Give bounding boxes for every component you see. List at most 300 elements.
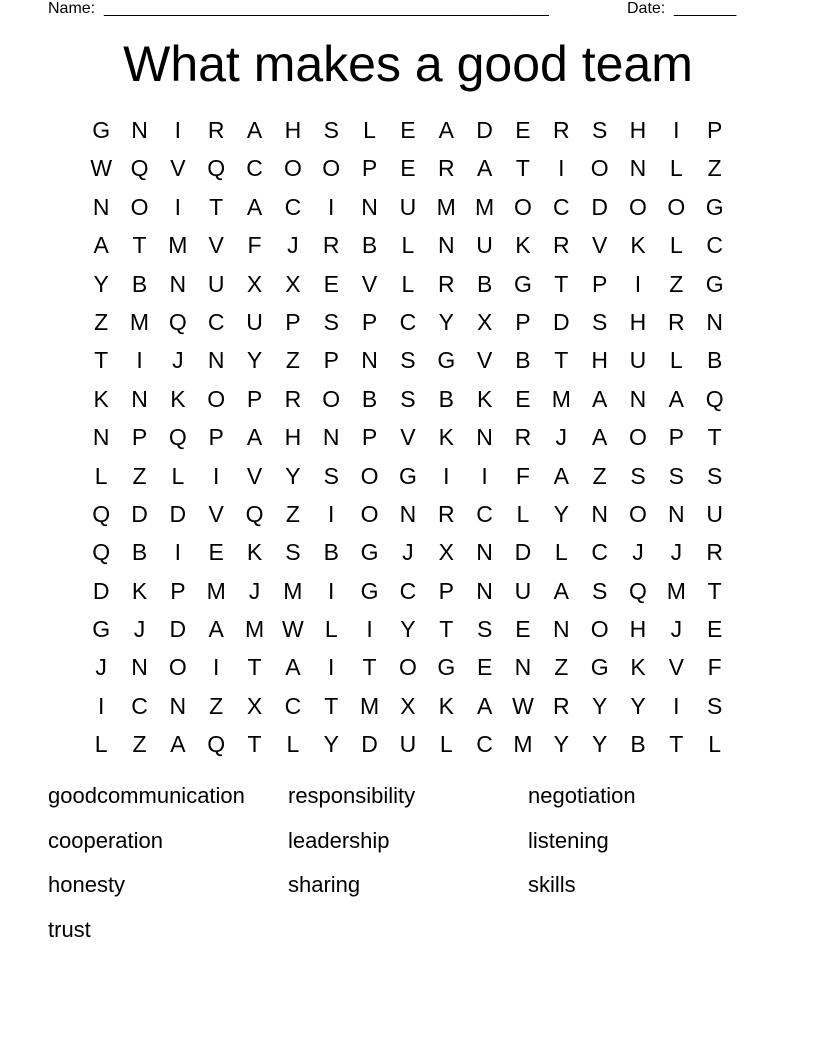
grid-letter[interactable]: S xyxy=(707,692,723,719)
grid-row xyxy=(82,149,734,187)
grid-letter[interactable]: L xyxy=(708,731,722,758)
grid-letter[interactable]: S xyxy=(591,577,608,604)
grid-letter[interactable]: G xyxy=(92,117,111,143)
grid-letter[interactable]: B xyxy=(131,270,148,297)
grid-letter[interactable]: F xyxy=(247,232,262,259)
grid-letter[interactable]: B xyxy=(515,347,531,374)
grid-letter[interactable]: G xyxy=(437,654,456,681)
grid-letter[interactable]: N xyxy=(361,193,378,220)
grid-letter[interactable]: B xyxy=(323,539,339,566)
grid-letter[interactable]: N xyxy=(361,347,378,374)
grid-letter[interactable]: O xyxy=(629,500,647,527)
grid-letter[interactable]: M xyxy=(436,193,456,220)
grid-letter[interactable]: F xyxy=(515,462,530,489)
grid-letter[interactable]: I xyxy=(328,577,335,604)
grid-letter[interactable]: G xyxy=(705,193,724,220)
word-list-item: listening xyxy=(528,827,609,853)
grid-letter[interactable]: P xyxy=(361,155,378,182)
grid-letter[interactable]: A xyxy=(668,385,684,412)
grid-letter[interactable]: J xyxy=(133,616,146,643)
name-field[interactable]: __________________________________________________ xyxy=(104,0,549,17)
grid-letter[interactable]: R xyxy=(552,692,570,719)
grid-letter[interactable]: C xyxy=(399,577,417,604)
grid-letter[interactable]: N xyxy=(322,424,340,451)
grid-letter[interactable]: T xyxy=(515,155,530,182)
grid-letter[interactable]: J xyxy=(287,232,299,259)
grid-letter[interactable]: Z xyxy=(669,270,684,297)
grid-letter[interactable]: K xyxy=(170,385,186,412)
grid-letter[interactable]: G xyxy=(705,270,724,297)
grid-letter[interactable]: Y xyxy=(400,616,416,643)
grid-letter[interactable]: L xyxy=(324,616,338,643)
grid-letter[interactable]: A xyxy=(93,232,109,259)
grid-letter[interactable]: A xyxy=(438,117,454,143)
grid-letter[interactable]: N xyxy=(629,385,647,412)
grid-letter[interactable]: A xyxy=(208,616,224,643)
grid-letter[interactable]: A xyxy=(285,654,301,681)
grid-letter[interactable]: Y xyxy=(93,270,109,297)
grid-letter[interactable]: D xyxy=(169,616,187,643)
grid-letter[interactable]: E xyxy=(208,539,224,566)
grid-letter[interactable]: E xyxy=(515,117,531,143)
grid-letter[interactable]: C xyxy=(591,539,608,566)
grid-letter[interactable]: L xyxy=(401,232,415,259)
grid-letter[interactable]: A xyxy=(246,424,263,451)
grid-letter[interactable]: V xyxy=(208,500,224,527)
grid-letter[interactable]: I xyxy=(328,500,335,527)
grid-letter[interactable]: O xyxy=(322,385,341,412)
grid-letter[interactable]: K xyxy=(515,232,531,259)
grid-letter[interactable]: Z xyxy=(285,347,300,374)
grid-letter[interactable]: I xyxy=(136,347,143,374)
grid-letter[interactable]: A xyxy=(246,117,263,143)
grid-letter[interactable]: T xyxy=(669,731,684,758)
grid-letter[interactable]: M xyxy=(666,577,686,604)
grid-letter[interactable]: N xyxy=(207,347,225,374)
grid-letter[interactable]: Q xyxy=(629,577,647,604)
grid-letter[interactable]: Q xyxy=(705,385,724,412)
grid-letter[interactable]: U xyxy=(476,232,493,259)
grid-letter[interactable]: N xyxy=(131,117,148,143)
grid-letter[interactable]: M xyxy=(359,692,380,719)
grid-letter[interactable]: R xyxy=(668,308,685,335)
grid-letter[interactable]: E xyxy=(515,616,531,643)
grid-letter[interactable]: R xyxy=(437,500,455,527)
grid-letter[interactable]: E xyxy=(400,117,416,143)
grid-letter[interactable]: S xyxy=(591,117,608,143)
grid-letter[interactable]: D xyxy=(591,193,608,220)
grid-letter[interactable]: S xyxy=(668,462,684,489)
grid-letter[interactable]: U xyxy=(207,270,225,297)
grid-letter[interactable]: P xyxy=(170,577,186,604)
grid-letter[interactable]: Q xyxy=(207,155,226,182)
grid-letter[interactable]: E xyxy=(400,155,416,182)
grid-letter[interactable]: P xyxy=(323,347,339,374)
grid-letter[interactable]: T xyxy=(324,692,339,719)
grid-letter[interactable]: V xyxy=(668,654,684,681)
grid-letter[interactable]: J xyxy=(632,539,644,566)
grid-letter[interactable]: P xyxy=(361,308,378,335)
grid-letter[interactable]: Z xyxy=(132,731,147,758)
grid-letter[interactable]: J xyxy=(555,424,568,451)
grid-letter[interactable]: I xyxy=(673,692,680,719)
grid-letter[interactable]: V xyxy=(361,270,378,297)
grid-row xyxy=(82,380,734,418)
grid-letter[interactable]: K xyxy=(131,577,148,604)
grid-letter[interactable]: L xyxy=(363,117,376,143)
grid-letter[interactable]: B xyxy=(361,385,378,412)
grid-letter[interactable]: S xyxy=(630,462,646,489)
grid-letter[interactable]: N xyxy=(476,539,493,566)
grid-letter[interactable]: E xyxy=(515,385,531,412)
grid-letter[interactable]: N xyxy=(668,500,685,527)
grid-letter[interactable]: D xyxy=(552,308,570,335)
grid-letter[interactable]: C xyxy=(476,500,493,527)
grid-letter[interactable]: O xyxy=(360,462,379,489)
grid-letter[interactable]: D xyxy=(92,577,110,604)
grid-letter[interactable]: W xyxy=(282,616,304,643)
grid-letter[interactable]: L xyxy=(669,155,683,182)
grid-letter[interactable]: Y xyxy=(246,347,263,374)
grid-letter[interactable]: L xyxy=(439,731,453,758)
grid-letter[interactable]: L xyxy=(554,539,568,566)
grid-letter[interactable]: A xyxy=(591,424,608,451)
grid-letter[interactable]: O xyxy=(590,616,609,643)
grid-letter[interactable]: P xyxy=(246,385,263,412)
grid-letter[interactable]: U xyxy=(246,308,263,335)
grid-letter[interactable]: N xyxy=(476,577,493,604)
grid-letter[interactable]: D xyxy=(476,117,493,143)
grid-letter[interactable]: C xyxy=(207,308,225,335)
grid-letter[interactable]: K xyxy=(438,424,454,451)
grid-letter[interactable]: S xyxy=(323,308,339,335)
grid-letter[interactable]: J xyxy=(402,539,414,566)
grid-letter[interactable]: X xyxy=(438,539,454,566)
grid-letter[interactable]: T xyxy=(439,616,454,643)
grid-letter[interactable]: U xyxy=(629,347,647,374)
grid-letter[interactable]: Q xyxy=(207,731,226,758)
grid-letter[interactable]: N xyxy=(552,616,570,643)
grid-letter[interactable]: T xyxy=(362,654,377,681)
grid-letter[interactable]: O xyxy=(667,193,686,220)
grid-letter[interactable]: J xyxy=(670,539,683,566)
grid-letter[interactable]: K xyxy=(438,692,454,719)
grid-letter[interactable]: C xyxy=(476,731,493,758)
grid-letter[interactable]: P xyxy=(668,424,684,451)
grid-letter[interactable]: K xyxy=(476,385,493,412)
grid-letter[interactable]: A xyxy=(170,731,186,758)
grid-letter[interactable]: D xyxy=(514,539,532,566)
grid-letter[interactable]: D xyxy=(361,731,378,758)
grid-letter[interactable]: M xyxy=(206,577,226,604)
grid-letter[interactable]: N xyxy=(591,500,608,527)
date-field[interactable]: _______ xyxy=(674,0,737,17)
grid-letter[interactable]: Z xyxy=(94,308,109,335)
grid-letter[interactable]: U xyxy=(706,500,723,527)
grid-letter[interactable]: X xyxy=(476,308,493,335)
grid-letter[interactable]: I xyxy=(97,692,105,719)
grid-letter[interactable]: I xyxy=(213,462,220,489)
grid-letter[interactable]: I xyxy=(328,654,335,681)
grid-letter[interactable]: O xyxy=(322,155,341,182)
grid-letter[interactable]: I xyxy=(366,616,373,643)
grid-letter[interactable]: I xyxy=(213,654,220,681)
grid-letter[interactable]: Z xyxy=(554,654,569,681)
grid-letter[interactable]: E xyxy=(476,654,493,681)
grid-letter[interactable]: F xyxy=(707,654,722,681)
grid-letter[interactable]: A xyxy=(591,385,608,412)
grid-letter[interactable]: C xyxy=(706,232,723,259)
grid-letter[interactable]: Z xyxy=(707,155,722,182)
grid-letter[interactable]: N xyxy=(629,155,647,182)
grid-letter[interactable]: T xyxy=(707,577,722,604)
grid-letter[interactable]: H xyxy=(591,347,608,374)
grid-letter[interactable]: V xyxy=(476,347,493,374)
grid-letter[interactable]: Q xyxy=(245,500,264,527)
grid-letter[interactable]: E xyxy=(323,270,339,297)
grid-letter[interactable]: P xyxy=(208,424,224,451)
grid-letter[interactable]: B xyxy=(707,347,723,374)
word-list-item: negotiation xyxy=(528,783,636,808)
grid-letter[interactable]: G xyxy=(398,462,417,489)
grid-letter[interactable]: I xyxy=(558,155,565,182)
grid-letter[interactable]: N xyxy=(131,654,148,681)
grid-letter[interactable]: X xyxy=(285,270,301,297)
grid-letter[interactable]: C xyxy=(246,155,263,182)
grid-letter[interactable]: W xyxy=(512,692,534,719)
grid-letter[interactable]: V xyxy=(400,424,416,451)
grid-letter[interactable]: Y xyxy=(591,692,608,719)
grid-letter[interactable]: H xyxy=(629,616,647,643)
grid-letter[interactable]: O xyxy=(130,193,149,220)
grid-letter[interactable]: N xyxy=(706,308,723,335)
grid-letter[interactable]: U xyxy=(399,193,417,220)
grid-letter[interactable]: A xyxy=(476,155,493,182)
grid-letter[interactable]: N xyxy=(476,424,493,451)
grid-letter[interactable]: E xyxy=(707,616,723,643)
grid-letter[interactable]: I xyxy=(481,462,488,489)
grid-letter[interactable]: B xyxy=(630,731,646,758)
grid-letter[interactable]: Z xyxy=(592,462,607,489)
grid-letter[interactable]: S xyxy=(707,462,723,489)
grid-letter[interactable]: B xyxy=(361,232,378,259)
grid-letter[interactable]: W xyxy=(90,155,113,182)
grid-letter[interactable]: Y xyxy=(630,692,646,719)
grid-letter[interactable]: Z xyxy=(209,692,224,719)
grid-letter[interactable]: I xyxy=(174,193,182,220)
grid-letter[interactable]: L xyxy=(286,731,300,758)
grid-letter[interactable]: T xyxy=(554,270,569,297)
grid-letter[interactable]: Z xyxy=(285,500,300,527)
grid-letter[interactable]: G xyxy=(514,270,532,297)
grid-letter[interactable]: S xyxy=(323,462,339,489)
grid-letter[interactable]: P xyxy=(707,117,723,143)
grid-letter[interactable]: T xyxy=(707,424,722,451)
grid-letter[interactable]: Y xyxy=(553,500,569,527)
grid-letter[interactable]: Y xyxy=(323,731,339,758)
grid-letter[interactable]: T xyxy=(132,232,147,259)
grid-letter[interactable]: C xyxy=(399,308,417,335)
grid-letter[interactable]: Q xyxy=(168,308,187,335)
grid-letter[interactable]: H xyxy=(629,308,647,335)
grid-letter[interactable]: L xyxy=(401,270,415,297)
grid-letter[interactable]: J xyxy=(172,347,184,374)
grid-letter[interactable]: A xyxy=(246,193,263,220)
grid-letter[interactable]: K xyxy=(93,385,109,412)
grid-letter[interactable]: J xyxy=(670,616,683,643)
grid-letter[interactable]: U xyxy=(399,731,417,758)
grid-letter[interactable]: Q xyxy=(130,155,149,182)
grid-letter[interactable]: R xyxy=(706,539,723,566)
grid-letter[interactable]: T xyxy=(209,193,224,220)
grid-letter[interactable]: P xyxy=(361,424,378,451)
grid-letter[interactable]: N xyxy=(514,654,532,681)
grid-letter[interactable]: Q xyxy=(92,500,111,527)
grid-letter[interactable]: R xyxy=(552,117,570,143)
grid-letter[interactable]: A xyxy=(476,692,493,719)
grid-letter[interactable]: Z xyxy=(132,462,147,489)
grid-letter[interactable]: L xyxy=(171,462,185,489)
grid-letter[interactable]: L xyxy=(94,462,108,489)
grid-letter[interactable]: I xyxy=(634,270,642,297)
grid-letter[interactable]: S xyxy=(476,616,493,643)
word-list-item: responsibility xyxy=(288,783,416,808)
grid-letter[interactable]: N xyxy=(92,193,110,220)
grid-letter[interactable]: O xyxy=(629,424,647,451)
grid-letter[interactable]: L xyxy=(94,731,108,758)
grid-letter[interactable]: V xyxy=(208,232,224,259)
grid-letter[interactable]: J xyxy=(248,577,261,604)
grid-letter[interactable]: S xyxy=(400,385,416,412)
grid-letter[interactable]: N xyxy=(131,385,148,412)
grid-letter[interactable]: N xyxy=(399,500,417,527)
grid-row xyxy=(82,648,734,686)
grid-letter[interactable]: J xyxy=(95,654,107,681)
grid-letter[interactable]: T xyxy=(247,731,262,758)
grid-letter[interactable]: A xyxy=(553,577,569,604)
grid-letter[interactable]: Q xyxy=(168,424,187,451)
grid-letter[interactable]: R xyxy=(437,270,455,297)
grid-letter[interactable]: S xyxy=(285,539,301,566)
grid-letter[interactable]: K xyxy=(630,232,646,259)
grid-letter[interactable]: I xyxy=(328,193,335,220)
grid-letter[interactable]: V xyxy=(170,155,186,182)
grid-letter[interactable]: Y xyxy=(438,308,454,335)
grid-letter[interactable]: G xyxy=(437,347,456,374)
grid-letter[interactable]: Y xyxy=(553,731,569,758)
grid-letter[interactable]: T xyxy=(554,347,569,374)
grid-letter[interactable]: D xyxy=(131,500,148,527)
grid-row xyxy=(82,418,734,456)
grid-letter[interactable]: P xyxy=(131,424,148,451)
grid-letter[interactable]: Y xyxy=(591,731,608,758)
grid-letter[interactable]: I xyxy=(174,539,182,566)
grid-letter[interactable]: P xyxy=(285,308,301,335)
grid-letter[interactable]: P xyxy=(591,270,608,297)
grid-letter[interactable]: P xyxy=(515,308,531,335)
grid-letter[interactable]: I xyxy=(174,117,182,143)
grid-letter[interactable]: N xyxy=(437,232,455,259)
grid-letter[interactable]: Y xyxy=(285,462,301,489)
grid-letter[interactable]: S xyxy=(591,308,608,335)
grid-letter[interactable]: M xyxy=(551,385,571,412)
grid-letter[interactable]: V xyxy=(591,232,608,259)
grid-letter[interactable]: O xyxy=(398,654,417,681)
grid-letter[interactable]: O xyxy=(629,193,647,220)
grid-letter[interactable]: C xyxy=(284,692,302,719)
grid-letter[interactable]: N xyxy=(169,270,187,297)
grid-letter[interactable]: I xyxy=(673,117,680,143)
grid-letter[interactable]: B xyxy=(476,270,493,297)
grid-letter[interactable]: K xyxy=(630,654,646,681)
grid-letter[interactable]: G xyxy=(92,616,111,643)
grid-letter[interactable]: P xyxy=(438,577,454,604)
grid-letter[interactable]: M xyxy=(283,577,303,604)
grid-row xyxy=(82,725,734,763)
grid-letter[interactable]: N xyxy=(92,424,110,451)
grid-letter[interactable]: I xyxy=(443,462,450,489)
grid-letter[interactable]: L xyxy=(669,232,683,259)
grid-letter[interactable]: O xyxy=(360,500,379,527)
grid-letter[interactable]: X xyxy=(246,270,263,297)
grid-letter[interactable]: H xyxy=(629,117,647,143)
grid-letter[interactable]: M xyxy=(129,308,150,335)
grid-letter[interactable]: U xyxy=(514,577,532,604)
grid-letter[interactable]: V xyxy=(246,462,263,489)
grid-letter[interactable]: O xyxy=(207,385,226,412)
grid-letter[interactable]: X xyxy=(400,692,416,719)
grid-letter[interactable]: G xyxy=(360,577,379,604)
grid-letter[interactable]: S xyxy=(400,347,416,374)
grid-letter[interactable]: R xyxy=(284,385,302,412)
grid-letter[interactable]: M xyxy=(168,232,188,259)
grid-letter[interactable]: X xyxy=(246,692,263,719)
grid-letter[interactable]: R xyxy=(207,117,225,143)
grid-letter[interactable]: R xyxy=(437,155,455,182)
grid-letter[interactable]: H xyxy=(284,117,302,143)
grid-letter[interactable]: N xyxy=(169,692,187,719)
grid-letter[interactable]: G xyxy=(590,654,609,681)
grid-letter[interactable]: B xyxy=(438,385,454,412)
grid-letter[interactable]: M xyxy=(513,731,533,758)
grid-letter[interactable]: R xyxy=(322,232,340,259)
grid-letter[interactable]: M xyxy=(475,193,495,220)
date-label: Date: xyxy=(627,0,666,17)
grid-letter[interactable]: D xyxy=(169,500,187,527)
grid-letter[interactable]: R xyxy=(552,232,570,259)
grid-letter[interactable]: H xyxy=(284,424,302,451)
grid-letter[interactable]: G xyxy=(360,539,379,566)
grid-letter[interactable]: S xyxy=(323,117,339,143)
grid-letter[interactable]: C xyxy=(552,193,570,220)
grid-letter[interactable]: O xyxy=(514,193,532,220)
grid-letter[interactable]: L xyxy=(669,347,683,374)
grid-letter[interactable]: K xyxy=(246,539,263,566)
grid-letter[interactable]: O xyxy=(590,155,609,182)
grid-letter[interactable]: Q xyxy=(92,539,111,566)
grid-letter[interactable]: T xyxy=(247,654,262,681)
grid-letter[interactable]: O xyxy=(283,155,302,182)
grid-letter[interactable]: R xyxy=(514,424,532,451)
grid-letter[interactable]: C xyxy=(284,193,302,220)
grid-letter[interactable]: L xyxy=(516,500,530,527)
grid-letter[interactable]: A xyxy=(553,462,569,489)
grid-letter[interactable]: C xyxy=(131,692,148,719)
grid-letter[interactable]: O xyxy=(168,654,187,681)
grid-letter[interactable]: B xyxy=(131,539,148,566)
grid-letter[interactable]: M xyxy=(244,616,265,643)
grid-letter[interactable]: T xyxy=(94,347,109,374)
